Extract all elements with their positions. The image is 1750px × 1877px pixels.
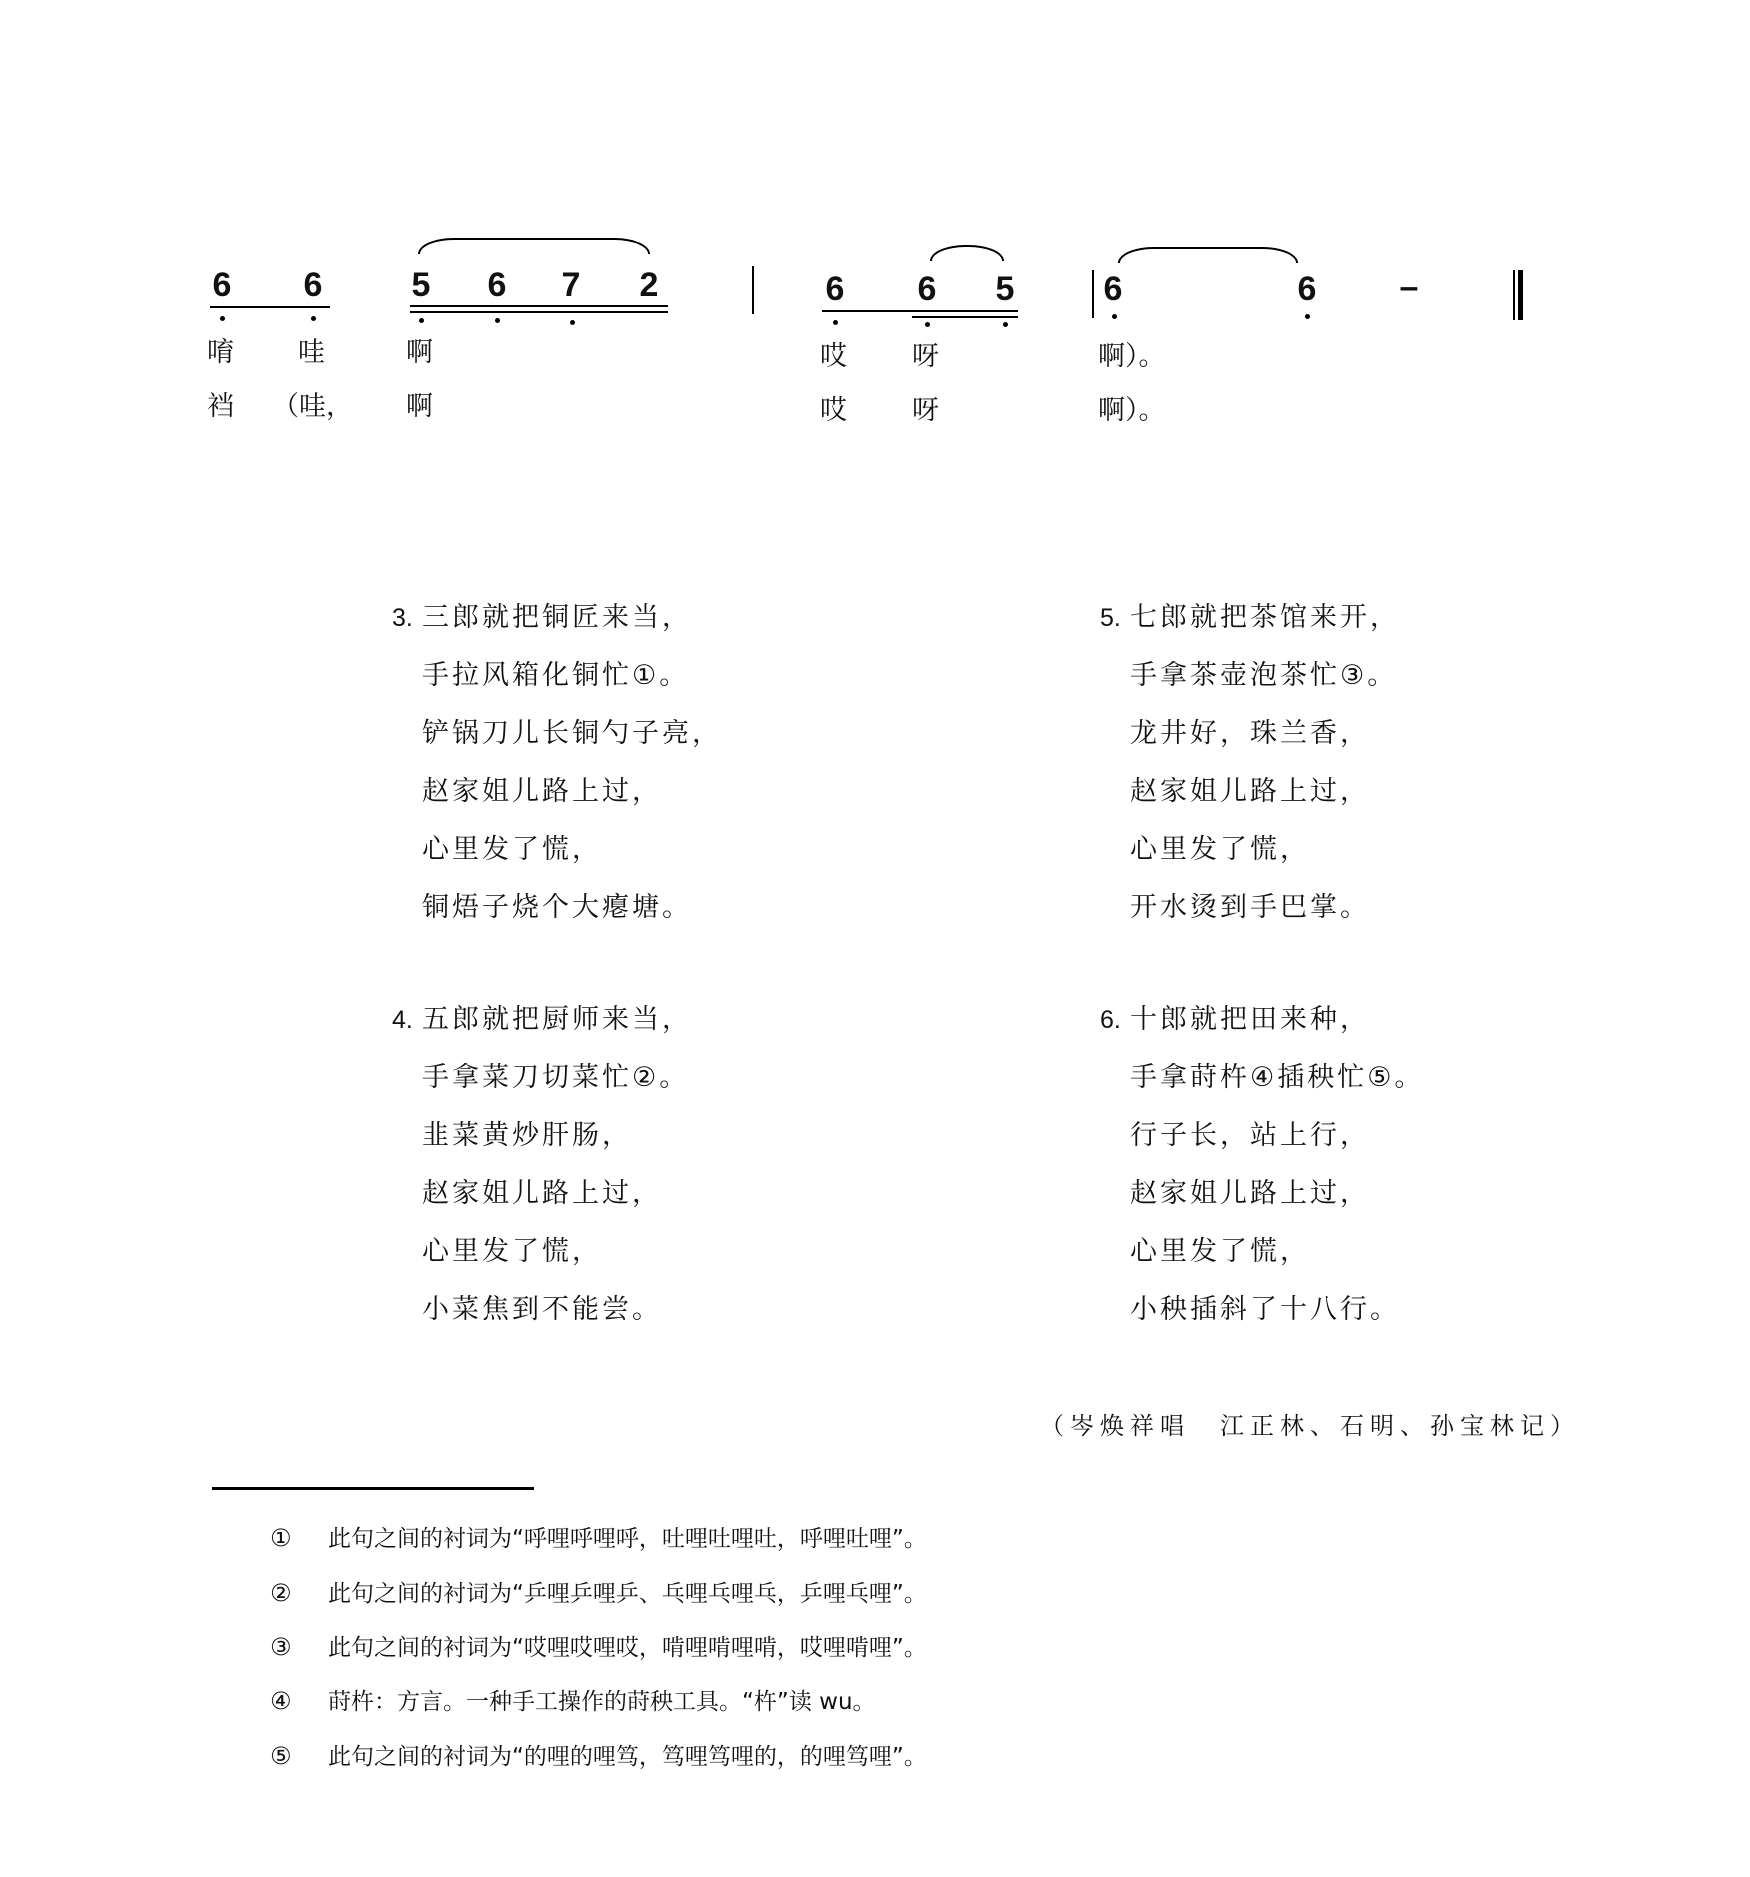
lyric: 裆: [207, 391, 234, 422]
verse-line: 小菜焦到不能尝。: [422, 1294, 662, 1325]
octave-dot: [311, 316, 316, 321]
footnote-mark: ①: [270, 1524, 292, 1552]
verse-line: 心里发了慌，: [1130, 834, 1310, 865]
eighth-underline: [822, 310, 1018, 312]
verse-number: 4.: [392, 1006, 413, 1034]
lyric: 啊: [406, 391, 433, 422]
verse-line: 手拿菜刀切菜忙②。: [422, 1062, 690, 1093]
octave-dot: [220, 316, 225, 321]
note: 6: [487, 266, 507, 304]
footnote-2: ② 此句之间的衬词为“乒哩乒哩乒、乓哩乓哩乓，乒哩乓哩”。: [270, 1579, 927, 1607]
verse-line: 赵家姐儿路上过，: [422, 776, 662, 807]
barline: [1092, 270, 1094, 318]
verse-4: [392, 1000, 692, 1348]
verse-line: 6. 十郎就把田来种，: [1100, 1000, 1424, 1058]
octave-dot: [495, 318, 500, 323]
verse-line: 开水烫到手巴掌。: [1130, 892, 1370, 923]
footnote-mark: ④: [270, 1687, 292, 1715]
verse-number: 3.: [392, 604, 413, 632]
verse-line: 手拿茶壶泡茶忙③。: [1130, 660, 1398, 691]
verse-line: 赵家姐儿路上过，: [1130, 776, 1370, 807]
slur: [1118, 247, 1298, 263]
octave-dot: [570, 320, 575, 325]
verse-number: 5.: [1100, 604, 1121, 632]
barline: [752, 266, 754, 314]
note: 7: [561, 266, 581, 304]
lyric: 哎: [820, 395, 847, 426]
lyric: 哎: [820, 341, 847, 372]
footnote-mark: ③: [270, 1633, 292, 1661]
footnote-4: ④ 莳杵：方言。一种手工操作的莳秧工具。“杵”读 wu。: [270, 1687, 876, 1715]
note: 6: [303, 266, 323, 304]
octave-dot: [1003, 322, 1008, 327]
verse-line: 韭菜黄炒肝肠，: [422, 1120, 632, 1151]
verse-line: 心里发了慌，: [422, 1236, 602, 1267]
footnote-1: ① 此句之间的衬词为“呼哩呼哩呼，吐哩吐哩吐，呼哩吐哩”。: [270, 1524, 927, 1552]
verse-line: 手拿莳杵④插秧忙⑤。: [1130, 1062, 1425, 1093]
verse-line: 5. 七郎就把茶馆来开，: [1100, 598, 1400, 656]
note: 6: [212, 266, 232, 304]
verse-line: 龙井好，珠兰香，: [1130, 718, 1370, 749]
slur: [930, 245, 1004, 261]
eighth-underline: [210, 306, 330, 308]
lyric: 呀: [912, 395, 939, 426]
verse-line: 赵家姐儿路上过，: [1130, 1178, 1370, 1209]
footnote-3: ③ 此句之间的衬词为“哎哩哎哩哎，啃哩啃哩啃，哎哩啃哩”。: [270, 1633, 927, 1661]
verse-5: [1100, 598, 1400, 946]
lyric: 哇: [298, 337, 325, 368]
note: 6: [825, 270, 845, 308]
octave-dot: [1112, 314, 1117, 319]
verse-line: 行子长，站上行，: [1130, 1120, 1370, 1151]
verse-line: 心里发了慌，: [1130, 1236, 1310, 1267]
footnote-mark: ②: [270, 1579, 292, 1607]
slur: [418, 238, 650, 254]
footnote-5: ⑤ 此句之间的衬词为“的哩的哩笃，笃哩笃哩的，的哩笃哩”。: [270, 1742, 927, 1770]
attribution: （岑焕祥唱 江正林、石明、孙宝林记）: [1040, 1412, 1580, 1440]
octave-dot: [925, 322, 930, 327]
note: 6: [917, 270, 937, 308]
footnote-mark: ⑤: [270, 1742, 292, 1770]
footnote-separator: [212, 1487, 534, 1490]
note: 5: [995, 270, 1015, 308]
verse-6: [1100, 1000, 1424, 1348]
final-barline-thin: [1513, 270, 1515, 320]
verse-3: [392, 598, 722, 946]
note: 2: [639, 266, 659, 304]
sixteenth-underline: [410, 311, 668, 313]
verse-line: 4. 五郎就把厨师来当，: [392, 1000, 692, 1058]
lyric: 唷: [207, 337, 234, 368]
octave-dot: [1305, 314, 1310, 319]
octave-dot: [833, 320, 838, 325]
note: 6: [1297, 270, 1317, 308]
note: 6: [1103, 270, 1123, 308]
verse-line: 手拉风箱化铜忙①。: [422, 660, 690, 691]
dash-extension: –: [1399, 268, 1419, 306]
lyric: 啊: [406, 337, 433, 368]
final-barline-thick: [1518, 270, 1523, 320]
sixteenth-underline: [410, 305, 668, 307]
verse-line: 赵家姐儿路上过，: [422, 1178, 662, 1209]
note: 5: [411, 266, 431, 304]
lyric: 啊）。: [1098, 395, 1166, 426]
verse-line: 铜焐子烧个大瘪塘。: [422, 892, 692, 923]
verse-number: 6.: [1100, 1006, 1121, 1034]
octave-dot: [419, 318, 424, 323]
lyric: 啊）。: [1098, 341, 1166, 372]
lyric: 呀: [912, 341, 939, 372]
verse-line: 铲锅刀儿长铜勺子亮，: [422, 718, 722, 749]
verse-line: 心里发了慌，: [422, 834, 602, 865]
verse-line: 小秧插斜了十八行。: [1130, 1294, 1400, 1325]
verse-line: 3. 三郎就把铜匠来当，: [392, 598, 722, 656]
lyric: （哇，: [272, 391, 353, 422]
sixteenth-underline: [912, 316, 1018, 318]
